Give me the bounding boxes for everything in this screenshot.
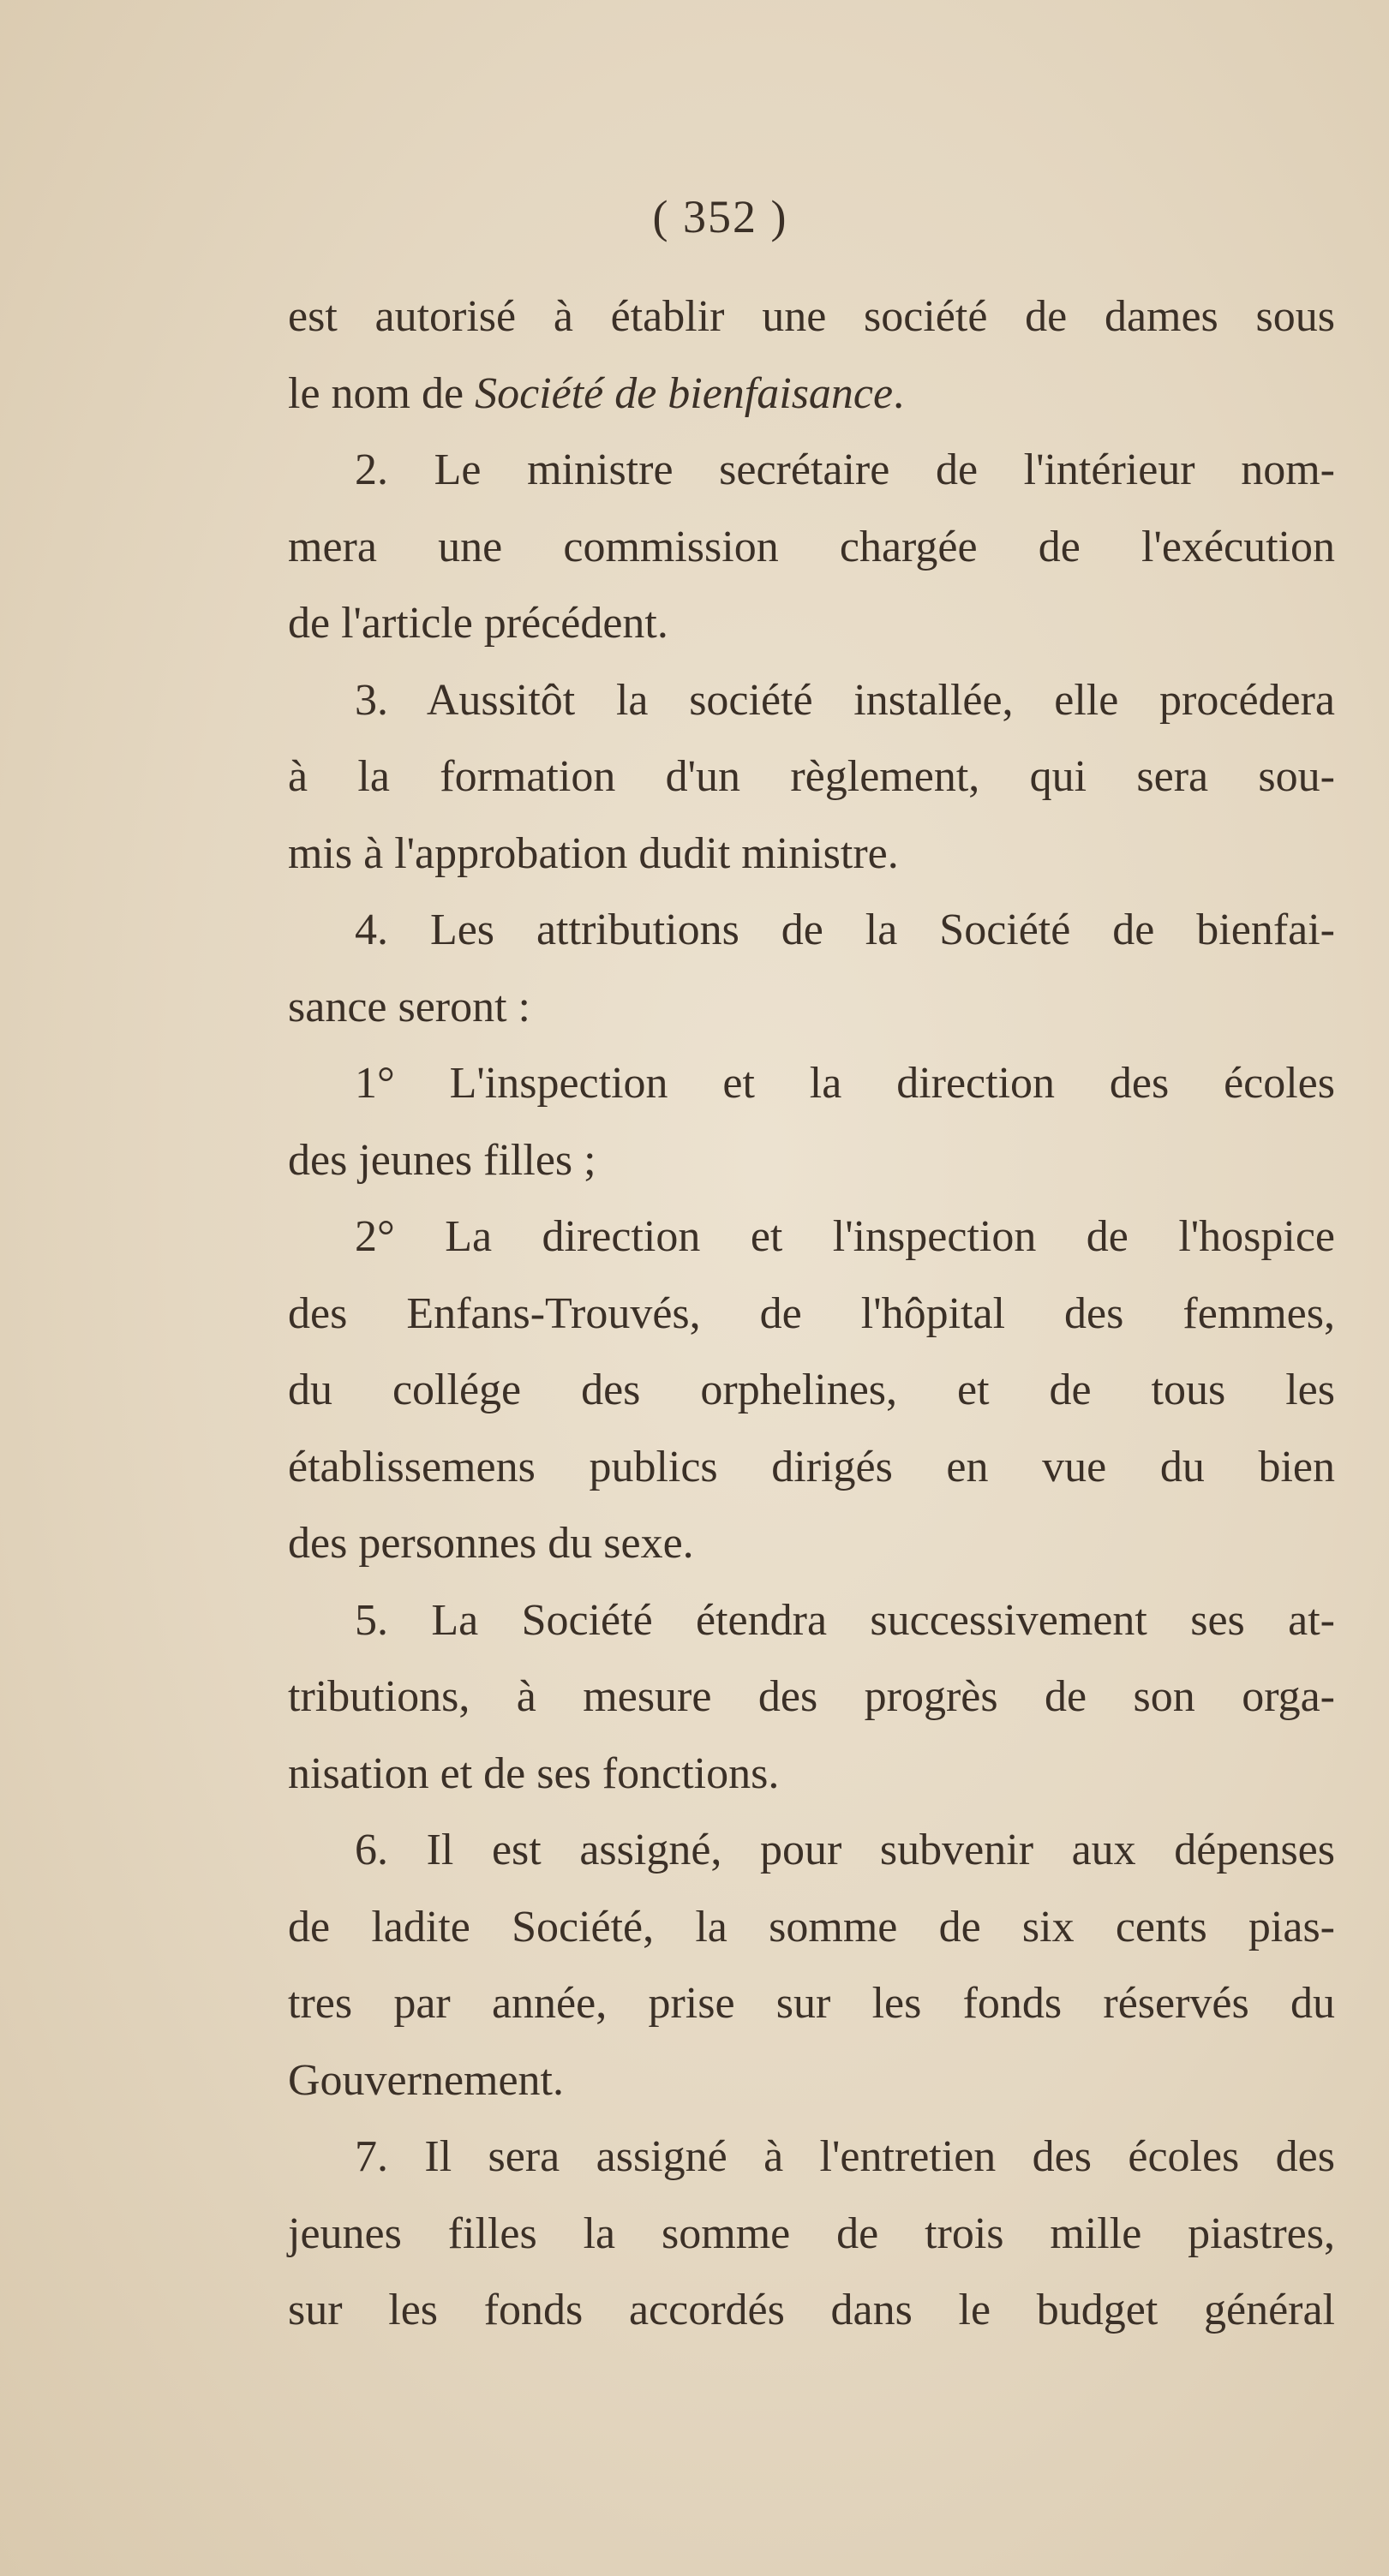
text-segment: 2° La direction et l'inspection de l'hospice: [355, 1212, 1335, 1261]
text-segment: des Enfans-Trouvés, de l'hôpital des femmes,: [288, 1288, 1335, 1338]
text-segment: .: [893, 368, 905, 418]
text-line: [288, 2119, 1335, 2196]
text-line: [288, 1045, 1335, 1122]
text-segment: établissemens publics dirigés en vue du bien: [288, 1442, 1335, 1491]
text-line: [288, 1122, 1335, 1199]
text-segment: des personnes du sexe.: [288, 1519, 694, 1568]
text-line: [288, 278, 1335, 356]
text-segment: tributions, à mesure des progrès de son orga-: [288, 1672, 1335, 1721]
text-line: [288, 1276, 1335, 1353]
text-segment: 4. Les attributions de la Société de bienfai-: [355, 905, 1335, 954]
text-segment: nisation et de ses fonctions.: [288, 1748, 780, 1798]
text-line: [288, 585, 1335, 662]
text-line: [288, 892, 1335, 969]
text-segment: Gouvernement.: [288, 2055, 565, 2105]
text-segment: tres par année, prise sur les fonds réservés du: [288, 1979, 1335, 2028]
text-segment: sance seront :: [288, 982, 531, 1031]
text-line: [288, 816, 1335, 893]
text-line: [288, 1965, 1335, 2042]
text-segment: 1° L'inspection et la direction des écoles: [355, 1059, 1335, 1108]
text-segment: du collége des orphelines, et de tous les: [288, 1366, 1335, 1414]
text-line: [288, 662, 1335, 739]
text-segment: le nom de: [288, 368, 476, 418]
text-line: [288, 356, 1335, 433]
text-segment: de ladite Société, la somme de six cents pias-: [288, 1902, 1335, 1951]
text-line: [288, 2196, 1335, 2273]
text-segment: mera une commission chargée de l'exécution: [288, 522, 1335, 571]
text-line: [288, 509, 1335, 586]
body-text: [288, 278, 1335, 2349]
text-segment: 5. La Société étendra successivement ses at-: [355, 1595, 1335, 1645]
page-number: ( 352 ): [652, 191, 788, 242]
text-segment: jeunes filles la somme de trois mille piastres,: [288, 2208, 1335, 2258]
text-line: [288, 969, 1335, 1046]
text-line: [288, 1582, 1335, 1659]
text-line: [288, 1198, 1335, 1276]
text-line: [288, 2272, 1335, 2349]
text-segment: 3. Aussitôt la société installée, elle procédera: [355, 675, 1335, 725]
text-segment: de l'article précédent.: [288, 599, 668, 648]
text-segment: 6. Il est assigné, pour subvenir aux dépenses: [355, 1826, 1335, 1874]
text-line: [288, 1352, 1335, 1429]
text-line: [288, 738, 1335, 816]
text-line: [288, 1505, 1335, 1582]
text-line: [288, 1659, 1335, 1736]
text-line: [288, 2042, 1335, 2119]
text-line: [288, 1736, 1335, 1813]
text-segment: des jeunes filles ;: [288, 1135, 596, 1185]
text-segment: à la formation d'un règlement, qui sera sou-: [288, 752, 1335, 801]
text-segment: sur les fonds accordés dans le budget général: [288, 2286, 1335, 2334]
text-segment: mis à l'approbation dudit ministre.: [288, 828, 899, 878]
text-line: [288, 1429, 1335, 1506]
text-line: [288, 432, 1335, 509]
text-line: [288, 1812, 1335, 1889]
text-segment: est autorisé à établir une société de dames sous: [288, 292, 1335, 341]
text-line: [288, 1889, 1335, 1966]
italic-text: Société de bienfaisance: [475, 368, 894, 418]
text-segment: 7. Il sera assigné à l'entretien des écoles des: [355, 2132, 1335, 2181]
text-segment: 2. Le ministre secrétaire de l'intérieur nom-: [355, 445, 1335, 494]
